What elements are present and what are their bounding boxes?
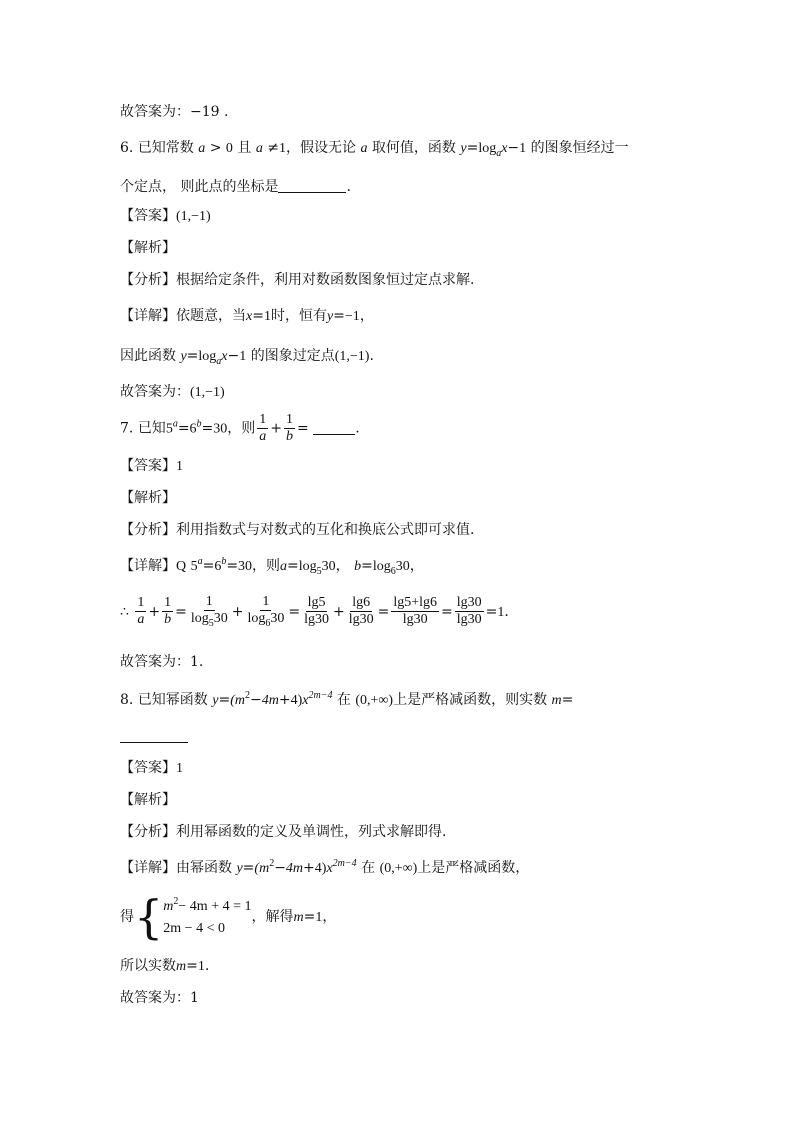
fraction: $\frac{\lg 5}{\lg 30}$ xyxy=(304,595,329,628)
q8-stem: 8. 已知幂函数 $y=(m^2-4m+4)x^{2m-4}$ 在 (0,+∞)上是严格减函数，则实数 m= xyxy=(120,690,574,708)
left-brace: { xyxy=(134,890,164,944)
fraction-1-over-a: $\frac{1}{a}$ xyxy=(259,412,267,445)
fraction: $\frac{1}{\log_530}$ xyxy=(190,594,228,630)
equation-system: $m^2- 4m + 4 = 1$ 2m − 4 < 0 xyxy=(163,896,252,936)
q8-conclusion: 所以实数m=1. xyxy=(120,958,210,974)
q8-xiangjie: 【详解】由幂函数 $y=(m^2-4m+4)x^{2m-4}$ 在 (0,+∞)上是严格减函数， xyxy=(120,858,530,876)
q6-number: 6. xyxy=(120,140,134,156)
q7-analysis-heading: 【解析】 xyxy=(120,490,176,506)
answer-blank xyxy=(313,420,355,435)
q8-fenxi: 【分析】利用幂函数的定义及单调性，列式求解即得. xyxy=(120,824,447,840)
q7-calculation: ∴ $\frac{1}{a}$ + $\frac{1}{b}$ = $\frac{1}{\log_530}$ + $\frac{1}{\log_630}$ = $\frac{\lg 5}{\lg 30}$ + $\frac{\lg 6}{\lg 30}$ = $\frac{\lg 5+\lg 6}{\lg 30}$ = $\frac{\lg 30}{\lg 30}$ =1. xyxy=(120,594,509,630)
answer-blank xyxy=(278,178,346,193)
q8-final-answer: 故答案为：1 xyxy=(120,990,199,1006)
q6-xiangjie: 【详解】依题意，当x=1时，恒有y=−1， xyxy=(120,308,374,324)
q6-fenxi: 【分析】根据给定条件，利用对数函数图象恒过定点求解. xyxy=(120,272,475,288)
q6-conclusion: 因此函数 $y=\log_ax-1$ 的图象过定点(1,−1). xyxy=(120,348,374,367)
q6-answer: 【答案】(1,−1) xyxy=(120,208,211,224)
q7-final-answer: 故答案为：1. xyxy=(120,654,204,670)
q7-fenxi: 【分析】利用指数式与对数式的互化和换底公式即可求值. xyxy=(120,522,475,538)
answer-blank xyxy=(120,728,188,743)
fraction: $\frac{1}{b}$ xyxy=(164,595,172,628)
fraction: $\frac{\lg 5+\lg 6}{\lg 30}$ xyxy=(393,595,438,628)
fraction: $\frac{1}{\log_630}$ xyxy=(247,594,285,630)
q8-answer-blank-line xyxy=(120,728,188,746)
q6-analysis-heading: 【解析】 xyxy=(120,240,176,256)
q8-answer: 【答案】1 xyxy=(120,760,183,776)
q6-stem-line2: 个定点， 则此点的坐标是 . xyxy=(120,179,351,195)
fraction-1-over-b: $\frac{1}{b}$ xyxy=(286,412,294,445)
fraction: $\frac{\lg 30}{\lg 30}$ xyxy=(456,595,482,628)
q8-analysis-heading: 【解析】 xyxy=(120,792,176,808)
fraction: $\frac{\lg 6}{\lg 30}$ xyxy=(348,595,374,628)
q8-system: 得{ $m^2- 4m + 4 = 1$ 2m − 4 < 0 ，解得m=1， xyxy=(120,890,337,944)
q8-number: 8. xyxy=(120,692,134,708)
q7-xiangjie: 【详解】Q $5^a=6^b=30$，则$a=\log_530$， $b=\log_630$， xyxy=(120,556,424,577)
fraction: $\frac{1}{a}$ xyxy=(137,595,145,628)
q7-number: 7. xyxy=(120,420,134,437)
q5-final-answer: 故答案为：−19 . xyxy=(120,104,229,120)
q7-stem: 7. 已知$5^a=6^b=30$，则 $\frac{1}{a}$ + $\frac{1}{b}$ = . xyxy=(120,412,360,445)
q6-stem-line1: 6. 已知常数 a > 0 且 a ≠1，假设无论 a 取何值，函数 $y=\log_ax-1$ 的图象恒经过一 xyxy=(120,140,629,159)
q6-final-answer: 故答案为：(1,−1) xyxy=(120,384,225,400)
q7-answer: 【答案】1 xyxy=(120,458,183,474)
